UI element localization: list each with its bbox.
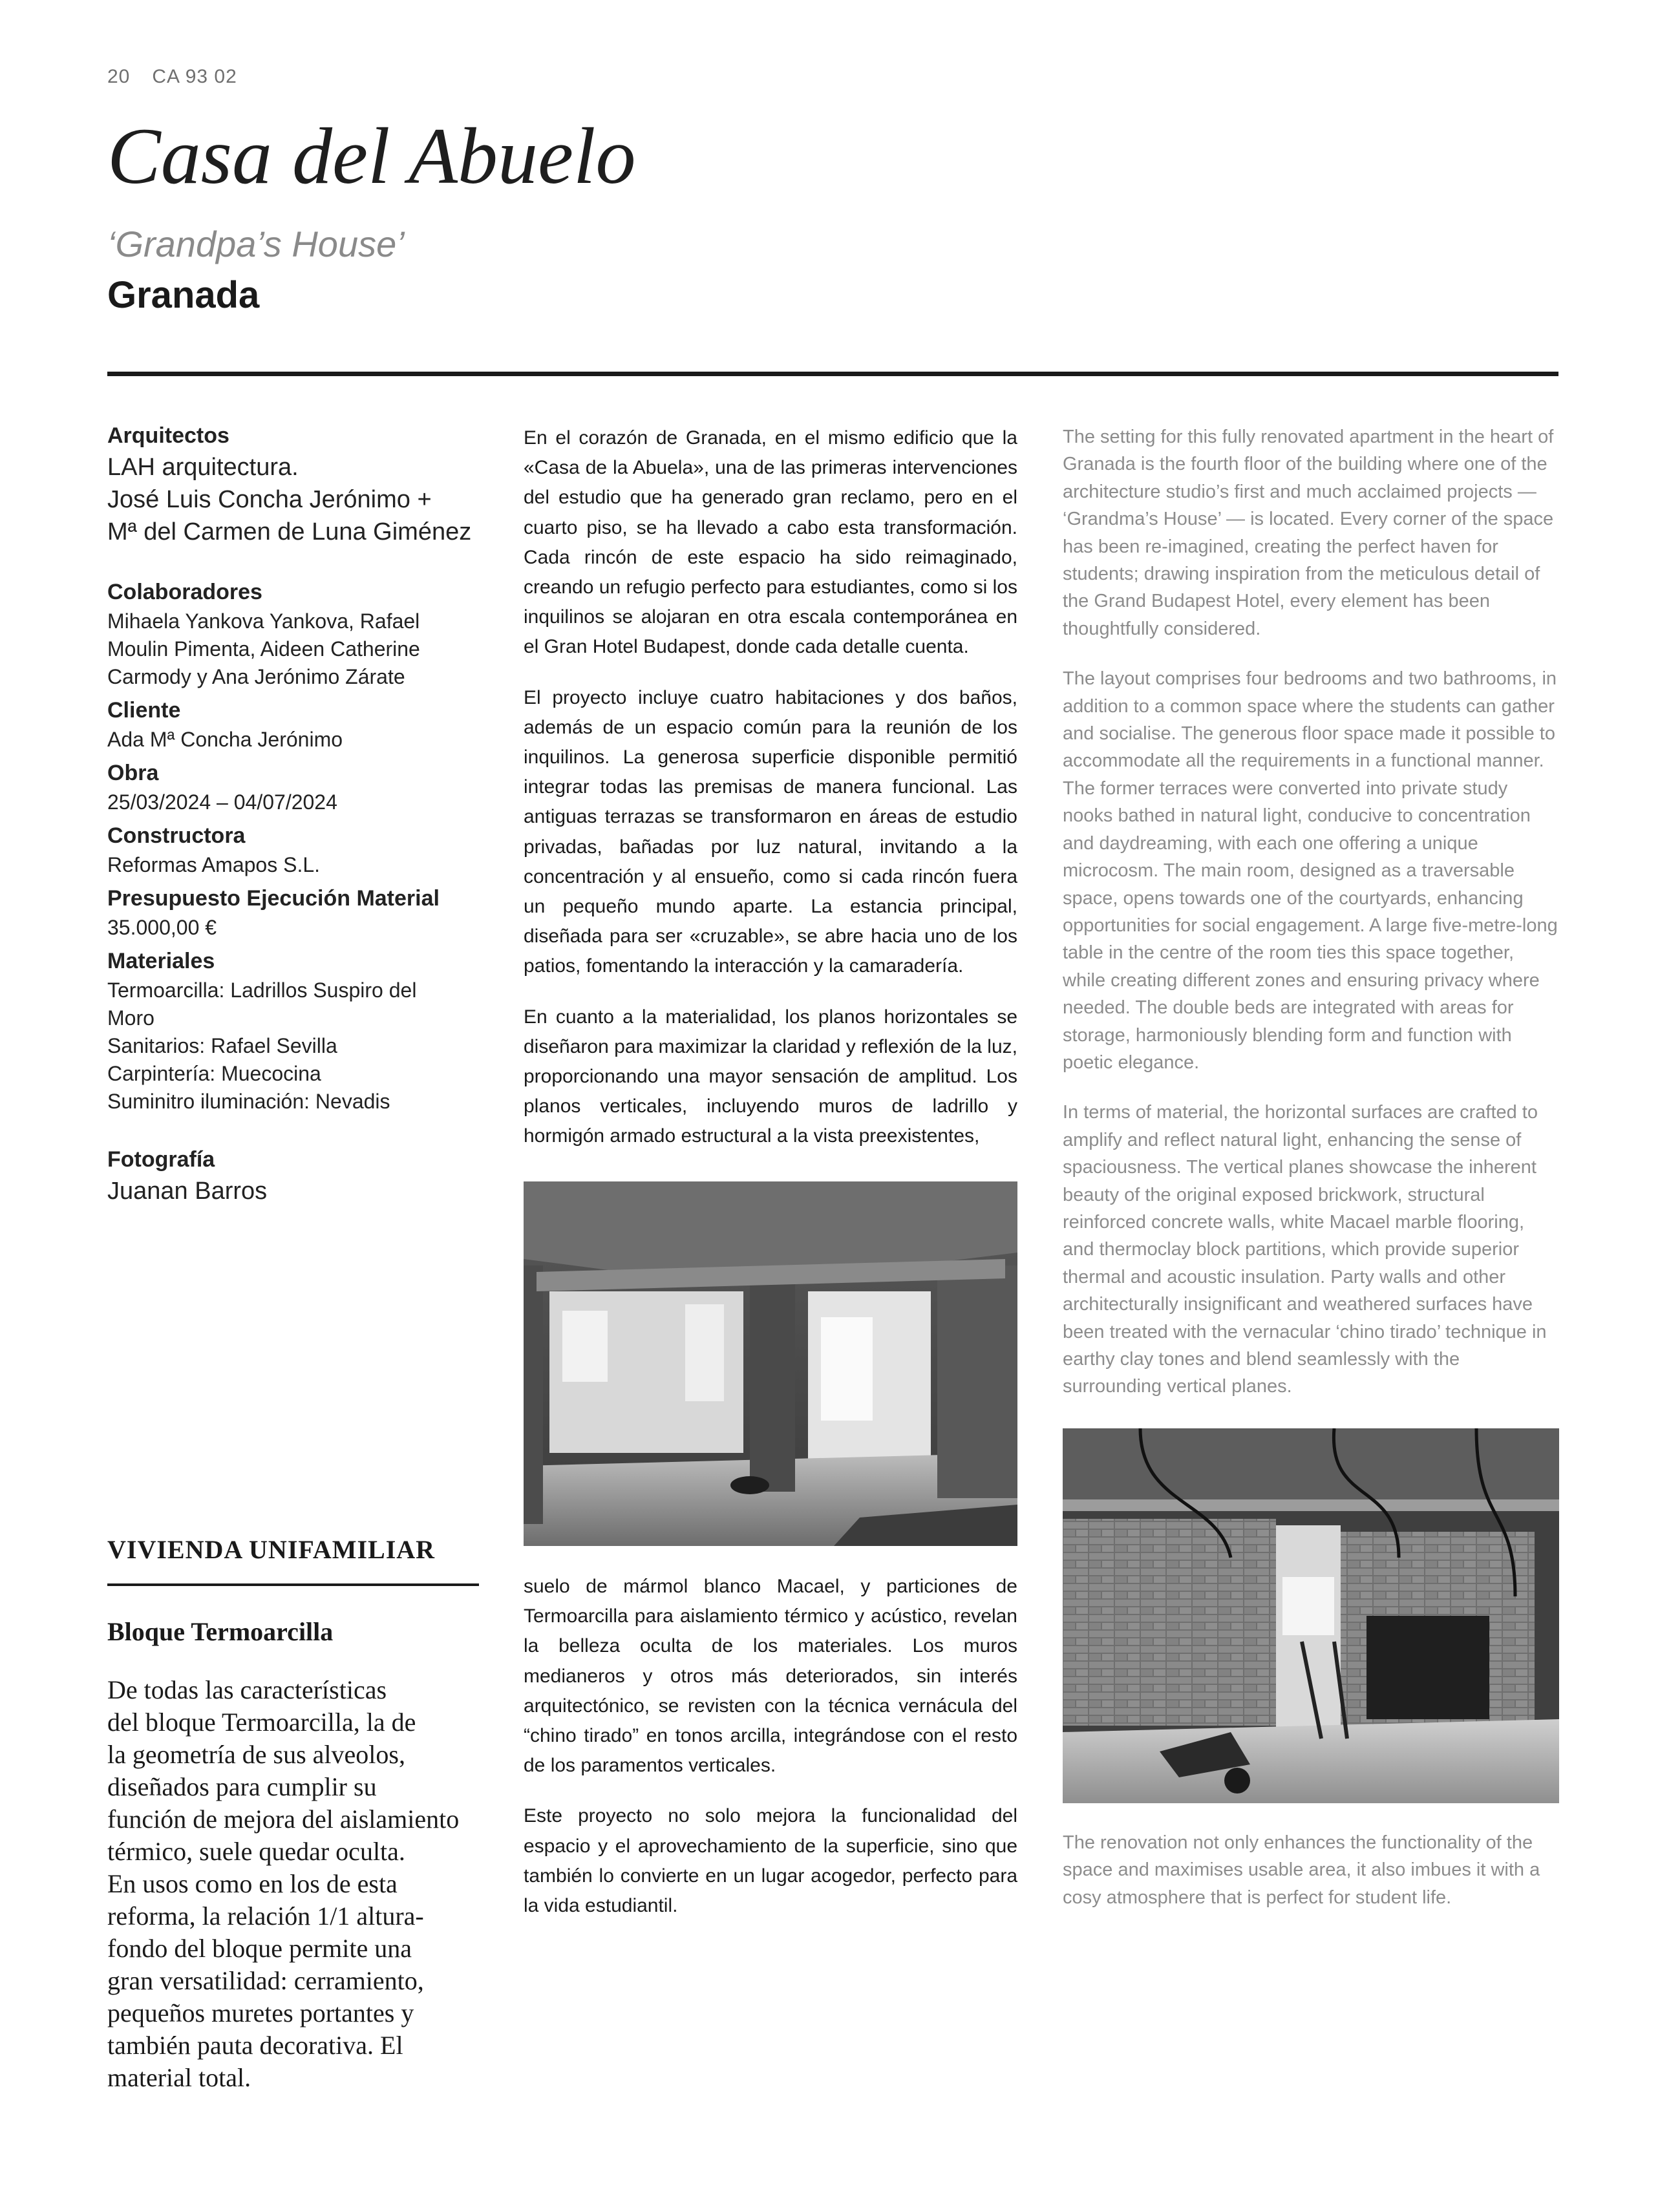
spanish-paragraph: El proyecto incluye cuatro habitaciones y dos baños, además de un espacio común para la reunión de los inquilinos. La generosa superficie disponible permitió integrar todas las premisas de manera funcional. Las antiguas terrazas se transformaron en áreas de estudio privadas, bañadas por luz natural, invitando a la concentración y al ensueño, como si cada rincón fuera un pequeño mundo aparte. La estancia principal, diseñada para ser «cruzable», se abre hacia uno de los patios, fomentando la interacción y la camaradería. xyxy=(524,686,1017,977)
client-label: Cliente xyxy=(107,698,181,723)
sidebar-line: material total. xyxy=(107,2063,251,2092)
page-header-meta xyxy=(107,66,237,88)
page-number: 20 xyxy=(107,66,131,87)
issue-code: CA 93 02 xyxy=(152,66,237,87)
sidebar-divider xyxy=(107,1583,479,1586)
photo-demolition-interior xyxy=(524,1181,1017,1546)
sidebar-category: VIVIENDA UNIFAMILIAR xyxy=(107,1535,436,1564)
sidebar-line: En usos como en los de esta xyxy=(107,1869,398,1898)
materials-line: Sanitarios: Rafael Sevilla xyxy=(107,1034,337,1057)
materials-line: Termoarcilla: Ladrillos Suspiro del xyxy=(107,979,417,1002)
sidebar-line: gran versatilidad: cerramiento, xyxy=(107,1966,424,1995)
architects-line: Mª del Carmen de Luna Giménez xyxy=(107,518,472,545)
spanish-text-bottom xyxy=(524,1572,1017,1921)
budget-label: Presupuesto Ejecución Material xyxy=(107,886,440,911)
architects-line: José Luis Concha Jerónimo + xyxy=(107,486,432,513)
spanish-text-top xyxy=(524,423,1017,1152)
project-credits xyxy=(107,420,495,1207)
budget-value: 35.000,00 € xyxy=(107,916,217,939)
photo-thermoclay-walls xyxy=(1063,1428,1559,1803)
spanish-paragraph: suelo de mármol blanco Macael, y particiones de Termoarcilla para aislamiento térmico y acústico, revelan la belleza oculta de los materiales. Los muros medianeros y otros más deteriorados, sin interés arquitectónico, se revisten con la técnica vernácula del “chino tirado” en tonos arcilla, integrándose con el resto de los paramentos verticales. xyxy=(524,1576,1017,1777)
english-paragraph: The layout comprises four bedrooms and two bathrooms, in addition to a common space where the students can gather and socialise. The generous floor space made it possible to accommodate all the requirements in a functional manner. The former terraces were converted into private study nooks bathed in natural light, conducive to concentration and daydreaming, with each one offering a unique microcosm. The main room, designed as a traversable space, opens towards one of the courtyards, enhancing opportunities for social engagement. A large five-metre-long table in the centre of the room ties this space together, while creating different zones and ensuring privacy where needed. The double beds are integrated with areas for storage, harmoniously blending form and function with poetic elegance. xyxy=(1063,668,1558,1073)
sidebar-line: De todas las características xyxy=(107,1675,387,1704)
photo-thermoclay-walls-image xyxy=(1063,1428,1559,1803)
materials-line: Suminitro iluminación: Nevadis xyxy=(107,1090,390,1113)
architects-line: LAH arquitectura. xyxy=(107,454,299,481)
spanish-paragraph: Este proyecto no solo mejora la funcionalidad del espacio y el aprovechamiento de la superficie, sino que también lo convierte en un lugar acogedor, perfecto para la vida estudiantil. xyxy=(524,1805,1017,1917)
spanish-paragraph: En el corazón de Granada, en el mismo edificio que la «Casa de la Abuela», una de las primeras intervenciones del estudio que ha generado gran reclamo, pero en el cuarto piso, se ha llevado a cabo esta transformación. Cada rincón de este espacio ha sido reimaginado, creando un refugio perfecto para estudiantes, como si los inquilinos se alojaran en otra escala contemporánea en el Gran Hotel Budapest, donde cada detalle cuenta. xyxy=(524,427,1017,658)
page-title: Casa del Abuelo xyxy=(107,112,636,200)
page-subtitle: ‘Grandpa’s House’ xyxy=(107,224,405,264)
header-divider xyxy=(107,372,1558,376)
sidebar-body xyxy=(107,1674,489,2094)
materials-line: Moro xyxy=(107,1006,154,1030)
sidebar-line: función de mejora del aislamiento xyxy=(107,1805,460,1834)
materials-label: Materiales xyxy=(107,949,215,973)
collaborators-line: Mihaela Yankova Yankova, Rafael xyxy=(107,609,420,633)
client-value: Ada Mª Concha Jerónimo xyxy=(107,728,343,751)
collaborators-line: Moulin Pimenta, Aideen Catherine xyxy=(107,637,420,661)
architects-label: Arquitectos xyxy=(107,423,229,448)
city-label: Granada xyxy=(107,274,260,316)
english-text-closing xyxy=(1063,1829,1560,1911)
english-paragraph: In terms of material, the horizontal surfaces are crafted to amplify and reflect natural light, enhancing the sense of spaciousness. The vertical planes showcase the inherent beauty of the original exposed brickwork, structural reinforced concrete walls, white Macael marble flooring, and thermoclay block partitions, which provide superior thermal and acoustic insulation. Party walls and other architecturally insignificant and weathered surfaces have been treated with the vernacular ‘chino tirado’ technique in earthy clay tones and blend seamlessly with the surrounding vertical planes. xyxy=(1063,1102,1547,1397)
photographer-name: Juanan Barros xyxy=(107,1178,268,1205)
photography-label: Fotografía xyxy=(107,1147,215,1172)
collaborators-line: Carmody y Ana Jerónimo Zárate xyxy=(107,665,405,688)
collaborators-label: Colaboradores xyxy=(107,580,262,604)
sidebar-subtitle: Bloque Termoarcilla xyxy=(107,1617,334,1646)
sidebar-line: la geometría de sus alveolos, xyxy=(107,1740,405,1769)
builder-value: Reformas Amapos S.L. xyxy=(107,853,321,876)
sidebar-line: pequeños muretes portantes y xyxy=(107,1998,414,2027)
english-paragraph: The setting for this fully renovated apartment in the heart of Granada is the fourth floor of the building where one of the architecture studio’s first and much acclaimed projects — ‘Grandma’s House’ — is located. Every corner of the space has been re-imagined, creating the perfect haven for students; drawing inspiration from the meticulous detail of the Grand Budapest Hotel, every element has been thoughtfully considered. xyxy=(1063,427,1554,639)
materials-line: Carpintería: Muecocina xyxy=(107,1062,321,1085)
sidebar-line: fondo del bloque permite una xyxy=(107,1934,412,1963)
builder-label: Constructora xyxy=(107,823,246,848)
sidebar-line: diseñados para cumplir su xyxy=(107,1772,377,1801)
photo-demolition-interior-image xyxy=(524,1181,1017,1546)
works-label: Obra xyxy=(107,761,159,785)
english-text xyxy=(1063,423,1560,1401)
sidebar-line: térmico, suele quedar oculta. xyxy=(107,1837,405,1866)
works-dates: 25/03/2024 – 04/07/2024 xyxy=(107,790,337,814)
sidebar-line: también pauta decorativa. El xyxy=(107,2031,403,2060)
spanish-paragraph: En cuanto a la materialidad, los planos horizontales se diseñaron para maximizar la claridad y reflexión de la luz, proporcionando una mayor sensación de amplitud. Los planos verticales, incluyendo muros de ladrillo y hormigón armado estructural a la vista preexistentes, xyxy=(524,1006,1017,1147)
sidebar-line: reforma, la relación 1/1 altura- xyxy=(107,1901,424,1931)
sidebar-line: del bloque Termoarcilla, la de xyxy=(107,1708,416,1737)
english-paragraph: The renovation not only enhances the functionality of the space and maximises usable area, it also imbues it with a cosy atmosphere that is perfect for student life. xyxy=(1063,1832,1540,1908)
